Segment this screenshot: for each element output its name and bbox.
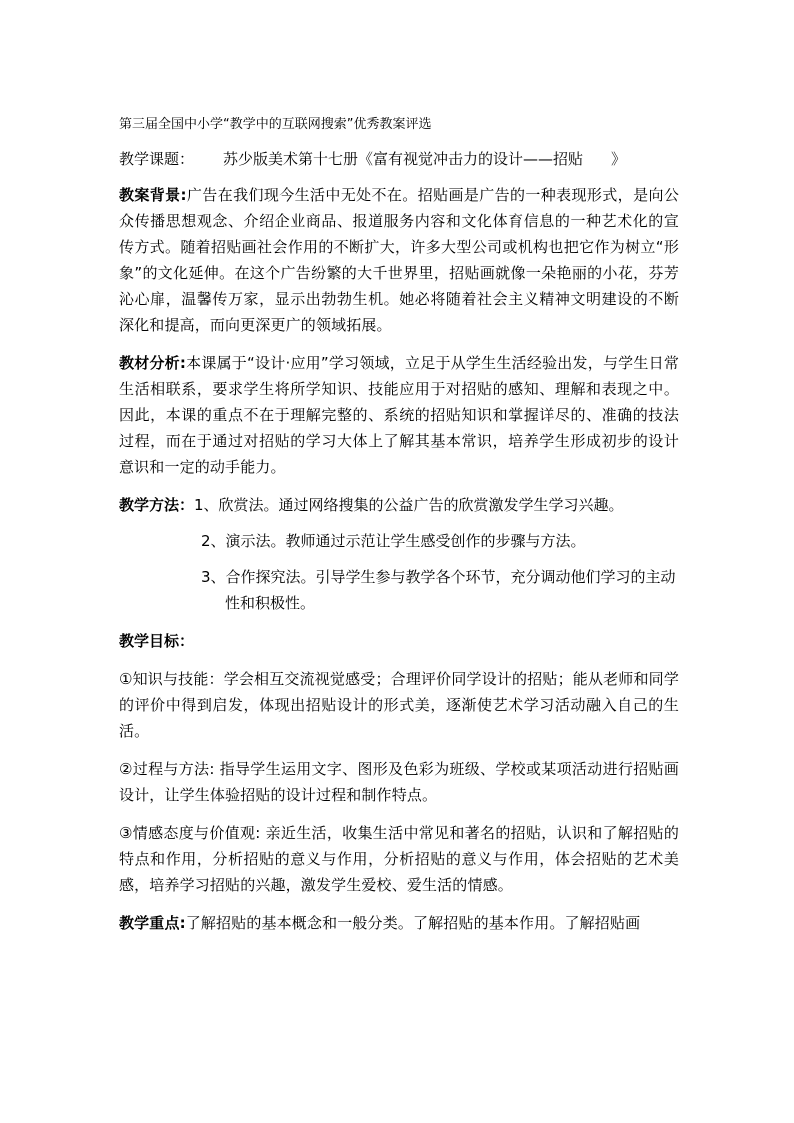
topic-close-bracket: 》 (611, 150, 627, 168)
methods-section (119, 492, 679, 518)
background-text: 广告在我们现今生活中无处不在。招贴画是广告的一种表现形式，是向公众传播思想观念、介绍企业商品、报道服务内容和文化体育信息的一种艺术化的宣传方式。随着招贴画社会作用的不断扩大，许多大型公司或机构也把它作为树立“形象”的文化延伸。在这个广告纷繁的大千世界里，招贴画就像一朵艳丽的小花，芬芳沁心扉，温馨传万家，显示出勃勃生机。她必将随着社会主义精神文明建设的不断深化和提高，而向更深更广的领域拓展。 (119, 186, 679, 334)
method-item: 2、演示法。教师通过示范让学生感受创作的步骤与方法。 (201, 532, 586, 550)
goal-item: ③情感态度与价值观: 亲近生活，收集生活中常见和著名的招贴，认识和了解招贴的特点和作用，分析招贴的意义与作用，分析招贴的意义与作用，体会招贴的艺术美感，培养学习招贴的兴趣，激发学生爱校、爱生活的情感。 (119, 824, 679, 894)
key-points-text: 了解招贴的基本概念和一般分类。了解招贴的基本作用。了解招贴画 (185, 914, 641, 932)
method-item: 3、合作探究法。引导学生参与教学各个环节，充分调动他们学习的主动性和积极性。 (201, 568, 676, 612)
goal-item: ①知识与技能：学会相互交流视觉感受；合理评价同学设计的招贴；能从老师和同学的评价中得到启发，体现出招贴设计的形式美，逐渐使艺术学习活动融入自己的生活。 (119, 670, 679, 740)
background-section (119, 182, 679, 338)
topic-line (119, 148, 679, 170)
goal-item: ②过程与方法: 指导学生运用文字、图形及色彩为班级、学校或某项活动进行招贴画设计，让学生体验招贴的设计过程和制作特点。 (119, 760, 679, 804)
method-item: 1、欣赏法。通过网络搜集的公益广告的欣赏激发学生学习兴趣。 (194, 496, 624, 514)
background-label: 教案背景: (119, 186, 187, 204)
goals-heading: 教学目标： (119, 632, 195, 650)
analysis-section (119, 350, 679, 480)
methods-label: 教学方法： (119, 496, 195, 514)
topic-value: 苏少版美术第十七册《富有视觉冲击力的设计——招贴 (223, 150, 584, 168)
key-points-section (119, 910, 679, 936)
key-points-label: 教学重点: (119, 914, 186, 932)
analysis-label: 教材分析: (119, 354, 187, 372)
document-header: 第三届全国中小学“教学中的互联网搜索”优秀教案评选 (119, 117, 432, 132)
analysis-text: 本课属于“设计·应用”学习领域，立足于从学生生活经验出发，与学生日常生活相联系，要求学生将所学知识、技能应用于对招贴的感知、理解和表现之中。因此，本课的重点不在于理解完整的、系统的招贴知识和掌握详尽的、准确的技法过程，而在于通过对招贴的学习大体上了解其基本常识，培养学生形成初步的设计意识和一定的动手能力。 (119, 354, 679, 476)
topic-label: 教学课题： (119, 150, 195, 168)
document-body (119, 115, 679, 948)
